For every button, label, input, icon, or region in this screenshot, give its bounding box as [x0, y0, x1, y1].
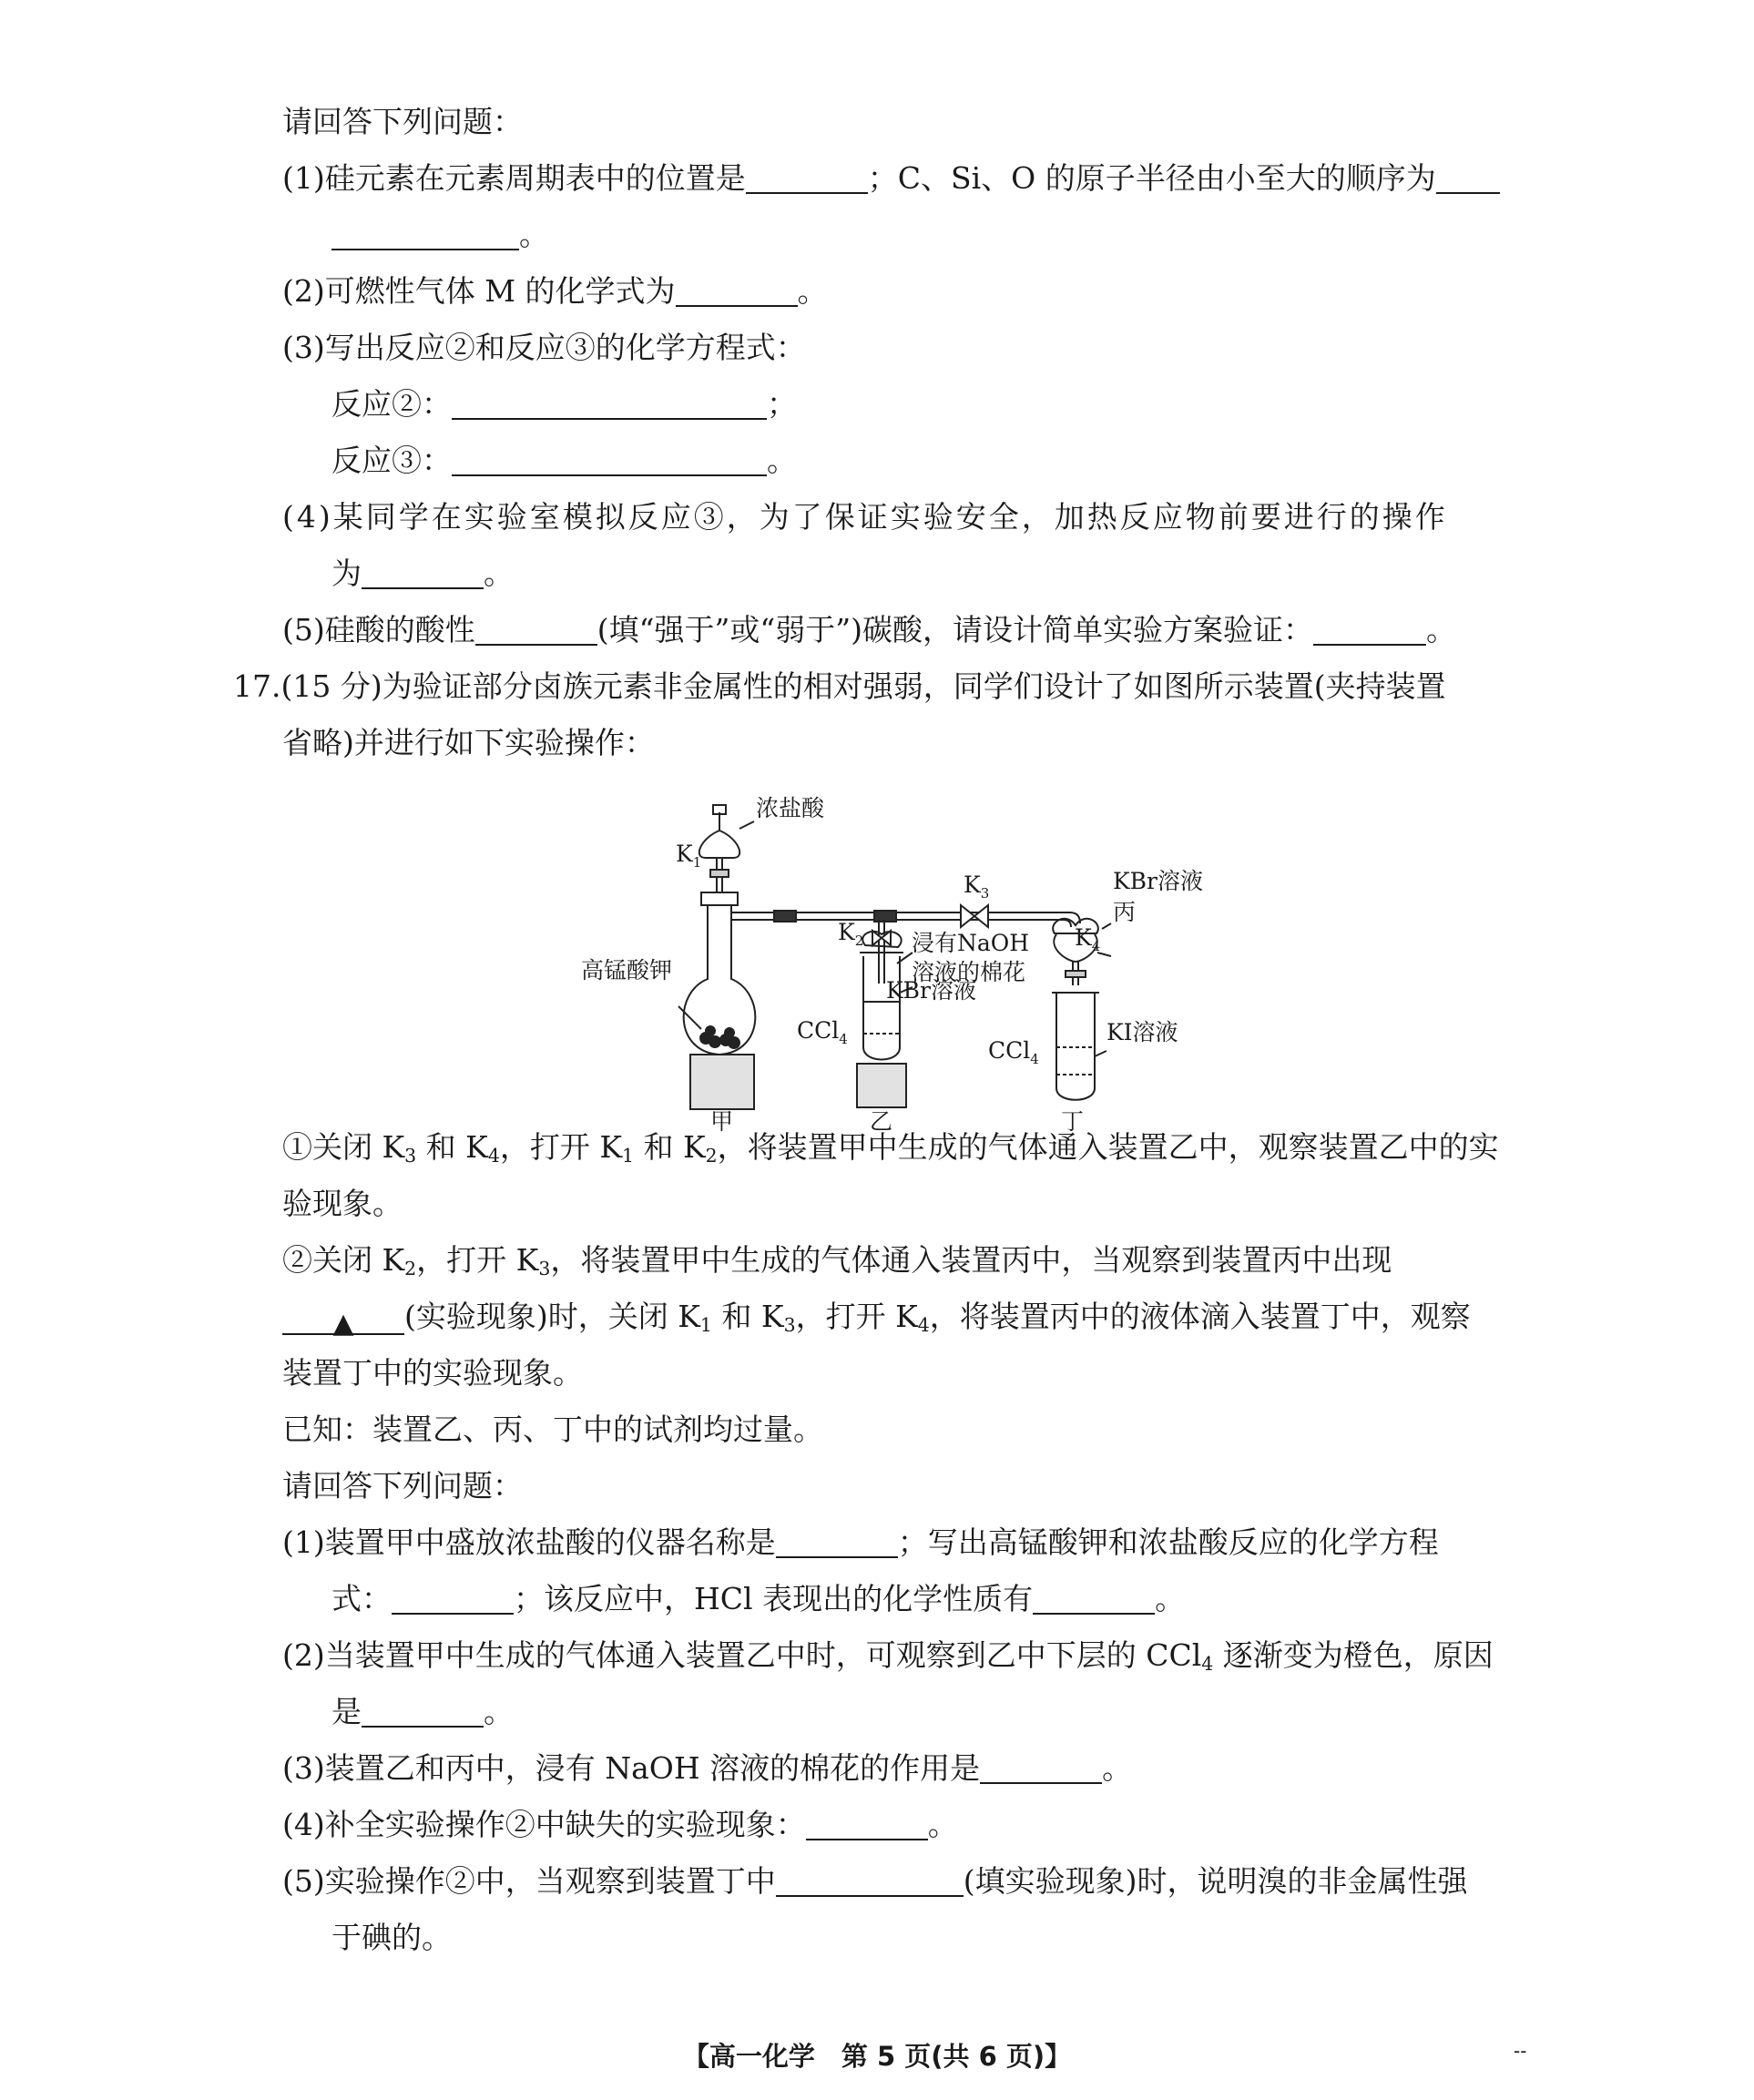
label-ding: 丁: [1061, 1108, 1085, 1135]
answer-blank[interactable]: [980, 1751, 1102, 1784]
q17-part5: (5)实验操作②中，当观察到装置丁中 (填实验现象)时，说明溴的非金属性强: [282, 1863, 1468, 1899]
triangle-icon: ▲: [332, 1308, 354, 1340]
answer-blank[interactable]: [676, 274, 798, 307]
label-ki: KI溶液: [1106, 1019, 1178, 1045]
label-conc-hcl: 浓盐酸: [756, 795, 825, 821]
q17-part2: (2)当装置甲中生成的气体通入装置乙中时，可观察到乙中下层的 CCl$_4$ 逐渐变为橙色，原因: [282, 1637, 1494, 1676]
answer-blank[interactable]: [1436, 161, 1500, 194]
q17-step1: ①关闭 $K_3$ 和 $K_4$，打开 $K_1$ 和 $K_2$，将装置甲中生成的气体通入装置乙中，观察装置乙中的实: [282, 1129, 1499, 1167]
label-bing: 丙: [1113, 899, 1137, 925]
q16-part1-cont: 。: [331, 215, 549, 255]
q17-part1-cont: 式： ；该反应中，HCl 表现出的化学性质有 。: [331, 1581, 1186, 1616]
q16-reaction2: 反应②： ；: [331, 386, 797, 422]
q17-step2-cont: ▲ (实验现象)时，关闭 $K_1$ 和 $K_3$，打开 $K_4$，将装置丙中的液体滴入装置丁中，观察: [282, 1297, 1471, 1337]
label-k4: $K_4$: [1075, 924, 1101, 954]
q17-part5-cont: 于碘的。: [331, 1920, 452, 1955]
label-jia: 甲: [710, 1108, 734, 1135]
label-k1: $K_1$: [676, 841, 702, 871]
label-ccl4-yi: CCl$_4$: [797, 1017, 848, 1047]
label-cotton-1: 浸有NaOH: [912, 930, 1030, 956]
answer-blank[interactable]: [362, 1695, 484, 1728]
label-kmno4: 高锰酸钾: [581, 957, 673, 984]
label-k2: $K_2$: [838, 919, 864, 949]
answer-blank[interactable]: [282, 1302, 404, 1340]
q17-heading: 17.(15 分)为验证部分卤族元素非金属性的相对强弱，同学们设计了如图所示装置(夹持装置: [233, 668, 1446, 704]
answer-blank[interactable]: [475, 613, 597, 646]
label-kbr-top: KBr溶液: [1113, 868, 1203, 894]
q16-part1: (1)硅元素在元素周期表中的位置是 ；C、Si、O 的原子半径由小至大的顺序为: [282, 158, 1500, 199]
label-kbr-mid: KBr溶液: [886, 977, 976, 1004]
answer-blank[interactable]: [362, 556, 484, 589]
flask-icon: [684, 905, 756, 1055]
label-yi: 乙: [870, 1108, 893, 1135]
q17-heading-cont: 省略)并进行如下实验操作：: [282, 725, 655, 760]
q16-reaction3: 反应③： 。: [331, 443, 797, 478]
answer-blank[interactable]: [1033, 1582, 1155, 1615]
label-ccl4-ding: CCl$_4$: [988, 1037, 1039, 1067]
q16-part5: (5)硅酸的酸性 (填“强于”或“弱于”)碳酸，请设计简单实验方案验证： 。: [282, 612, 1456, 647]
q17-part3: (3)装置乙和丙中，浸有 NaOH 溶液的棉花的作用是 。: [282, 1750, 1133, 1786]
label-cotton-2: 溶液的棉花: [912, 959, 1026, 985]
q17-part1: (1)装置甲中盛放浓盐酸的仪器名称是 ；写出高锰酸钾和浓盐酸反应的化学方程: [282, 1524, 1439, 1560]
answer-blank[interactable]: [331, 218, 519, 250]
separatory-funnel-icon: [699, 831, 739, 858]
answer-blank[interactable]: [1313, 613, 1426, 646]
apparatus-figure: [574, 774, 1203, 1135]
q16-part4-cont: 为 。: [331, 556, 514, 591]
page-footer: 【高一化学 第 5 页(共 6 页)】: [682, 2041, 1072, 2072]
answer-blank[interactable]: [806, 1808, 928, 1840]
q17-step2-end: 装置丁中的实验现象。: [282, 1355, 583, 1391]
answer-blank[interactable]: [776, 1525, 898, 1558]
answer-blank[interactable]: [452, 387, 767, 420]
answer-blank[interactable]: [452, 443, 767, 476]
q16-intro: 请回答下列问题：: [282, 104, 523, 139]
q17-known: 已知：装置乙、丙、丁中的试剂均过量。: [282, 1412, 823, 1447]
q16-part3: (3)写出反应②和反应③的化学方程式：: [282, 330, 806, 365]
q17-part4: (4)补全实验操作②中缺失的实验现象： 。: [282, 1807, 958, 1842]
q17-intro: 请回答下列问题：: [282, 1468, 523, 1504]
q16-part2: (2)可燃性气体 M 的化学式为 。: [282, 273, 828, 309]
answer-blank[interactable]: [746, 161, 868, 194]
q17-step2: ②关闭 $K_2$，打开 $K_3$，将装置甲中生成的气体通入装置丙中，当观察到装置丙中出现: [282, 1242, 1392, 1280]
answer-blank[interactable]: [776, 1864, 964, 1897]
answer-blank[interactable]: [392, 1582, 514, 1615]
q16-part4: (4)某同学在实验室模拟反应③，为了保证实验安全，加热反应物前要进行的操作: [282, 499, 1448, 535]
label-k3: $K_3$: [964, 872, 990, 902]
footer-dash: --: [1514, 2040, 1527, 2062]
q17-part2-cont: 是 。: [331, 1694, 514, 1729]
q17-step1-cont: 验现象。: [282, 1186, 403, 1221]
